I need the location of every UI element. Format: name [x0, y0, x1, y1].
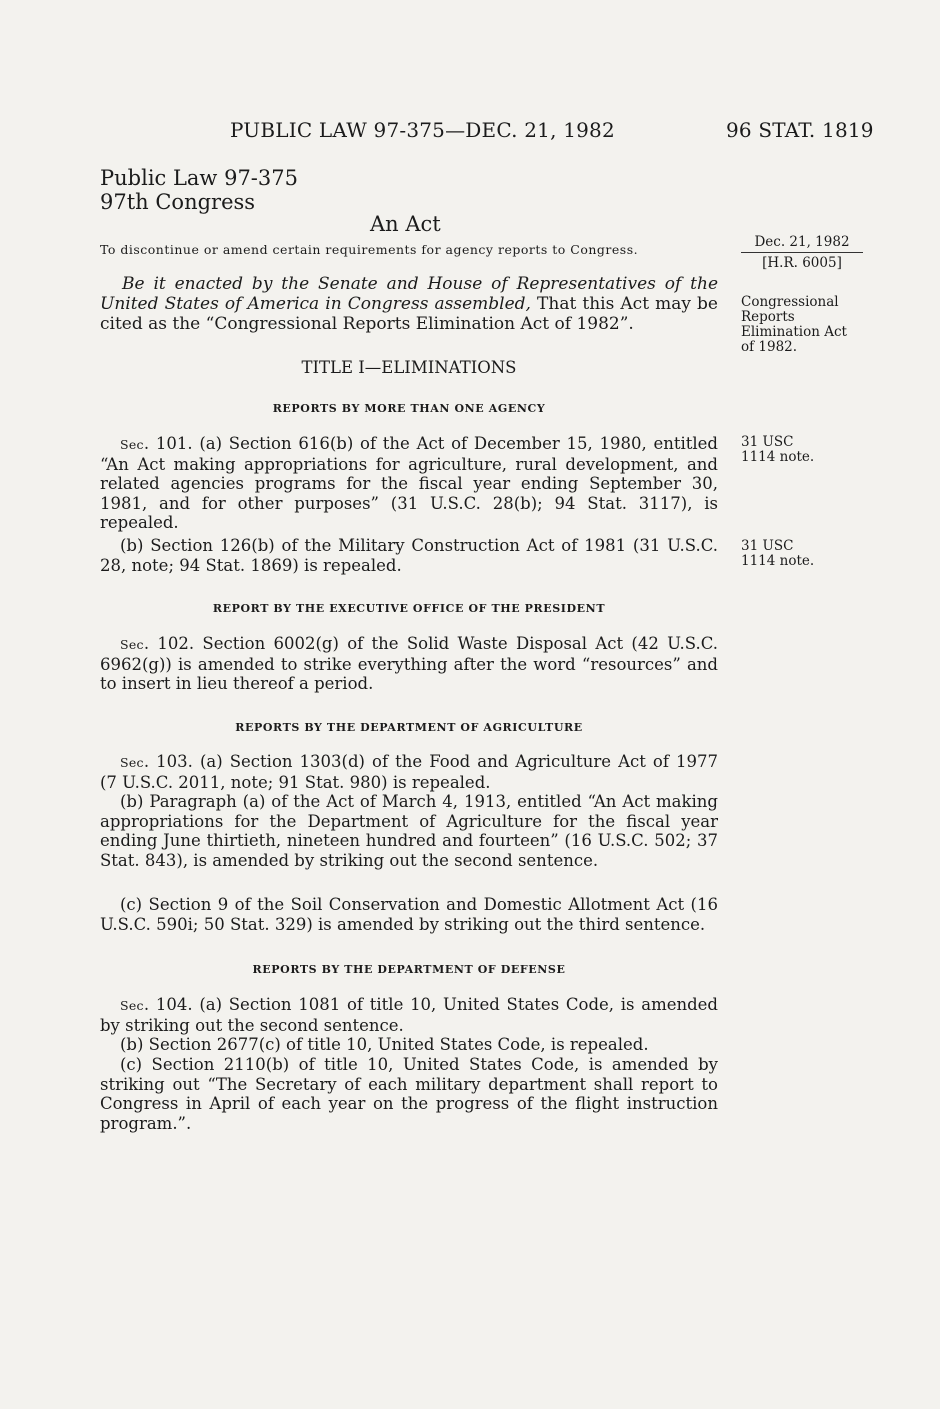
section-104c: (c) Section 2110(b) of title 10, United States Code, is amended by striking out “The Secretary of each military department shall report to Congress in April of each year on the progress of the flight instruction program.”.: [100, 1055, 718, 1133]
section-102-text: . 102. Section 6002(g) of the Solid Waste Disposal Act (42 U.S.C. 6962(g)) is amended to strike everything after the word “resources” and to insert in lieu thereof a period.: [100, 634, 718, 694]
section-104a: [100, 995, 718, 1035]
section-101a: [100, 434, 718, 533]
section-104b: (b) Section 2677(c) of title 10, United States Code, is repealed.: [120, 1035, 649, 1054]
sec-label: Sec: [120, 437, 144, 452]
enacting-clause-text: That this Act may be cited as the “Congressional Reports Elimination Act of 1982”.: [100, 294, 718, 334]
act-label: An Act: [370, 212, 441, 236]
law-number: Public Law 97-375: [100, 166, 298, 190]
section-heading-agriculture: REPORTS BY THE DEPARTMENT OF AGRICULTURE: [235, 721, 583, 734]
section-101a-text: . 101. (a) Section 616(b) of the Act of December 15, 1980, entitled “An Act making appropriations for agriculture, rural development, and related agencies programs for the fiscal year ending September 30, 1981, and for other purposes” (31 U.S.C. 28(b); 94 Stat. 3117), is repealed.: [100, 434, 718, 533]
bill-number: [H.R. 6005]: [762, 255, 842, 271]
short-title-margin-note: Congressional Reports Elimination Act of 1982.: [741, 294, 847, 355]
enacting-clause: [100, 274, 718, 334]
section-104a-text: . 104. (a) Section 1081 of title 10, United States Code, is amended by striking out the second sentence.: [100, 995, 718, 1035]
section-101b: (b) Section 126(b) of the Military Construction Act of 1981 (31 U.S.C. 28, note; 94 Stat. 1869) is repealed.: [100, 536, 718, 575]
section-heading-multi-agency: REPORTS BY MORE THAN ONE AGENCY: [272, 402, 546, 415]
enactment-date-box: [741, 235, 863, 271]
section-103c: (c) Section 9 of the Soil Conservation and Domestic Allotment Act (16 U.S.C. 590i; 50 Stat. 329) is amended by striking out the third sentence.: [100, 895, 718, 934]
sec-label: Sec: [120, 637, 144, 652]
section-heading-executive-office: REPORT BY THE EXECUTIVE OFFICE OF THE PRESIDENT: [212, 602, 606, 615]
congress-label: 97th Congress: [100, 190, 256, 214]
title-heading: TITLE I—ELIMINATIONS: [301, 358, 517, 377]
running-title: PUBLIC LAW 97-375—DEC. 21, 1982: [230, 118, 615, 142]
enacting-clause-italic: Be it enacted by the Senate and House of Representatives of the United States of America in Congress assembled,: [100, 274, 718, 314]
section-102: [100, 634, 718, 694]
section-103b: (b) Paragraph (a) of the Act of March 4, 1913, entitled “An Act making appropriations for the Department of Agriculture for the fiscal year ending June thirtieth, nineteen hundred and fourteen” (16 U.S.C. 502; 37 Stat. 843), is amended by striking out the second sentence.: [100, 792, 718, 870]
enactment-date: Dec. 21, 1982: [741, 235, 863, 253]
sec-label: Sec: [120, 998, 144, 1013]
section-103a: [100, 752, 718, 792]
act-purpose: To discontinue or amend certain requirements for agency reports to Congress.: [100, 242, 639, 257]
section-103a-text: . 103. (a) Section 1303(d) of the Food and Agriculture Act of 1977 (7 U.S.C. 2011, note; 91 Stat. 980) is repealed.: [100, 752, 718, 792]
margin-note-sec101a: 31 USC 1114 note.: [741, 434, 815, 465]
margin-note-sec101b: 31 USC 1114 note.: [741, 538, 815, 569]
sec-label: Sec: [120, 755, 144, 770]
section-heading-defense: REPORTS BY THE DEPARTMENT OF DEFENSE: [252, 963, 566, 976]
stat-reference: 96 STAT. 1819: [726, 118, 874, 142]
